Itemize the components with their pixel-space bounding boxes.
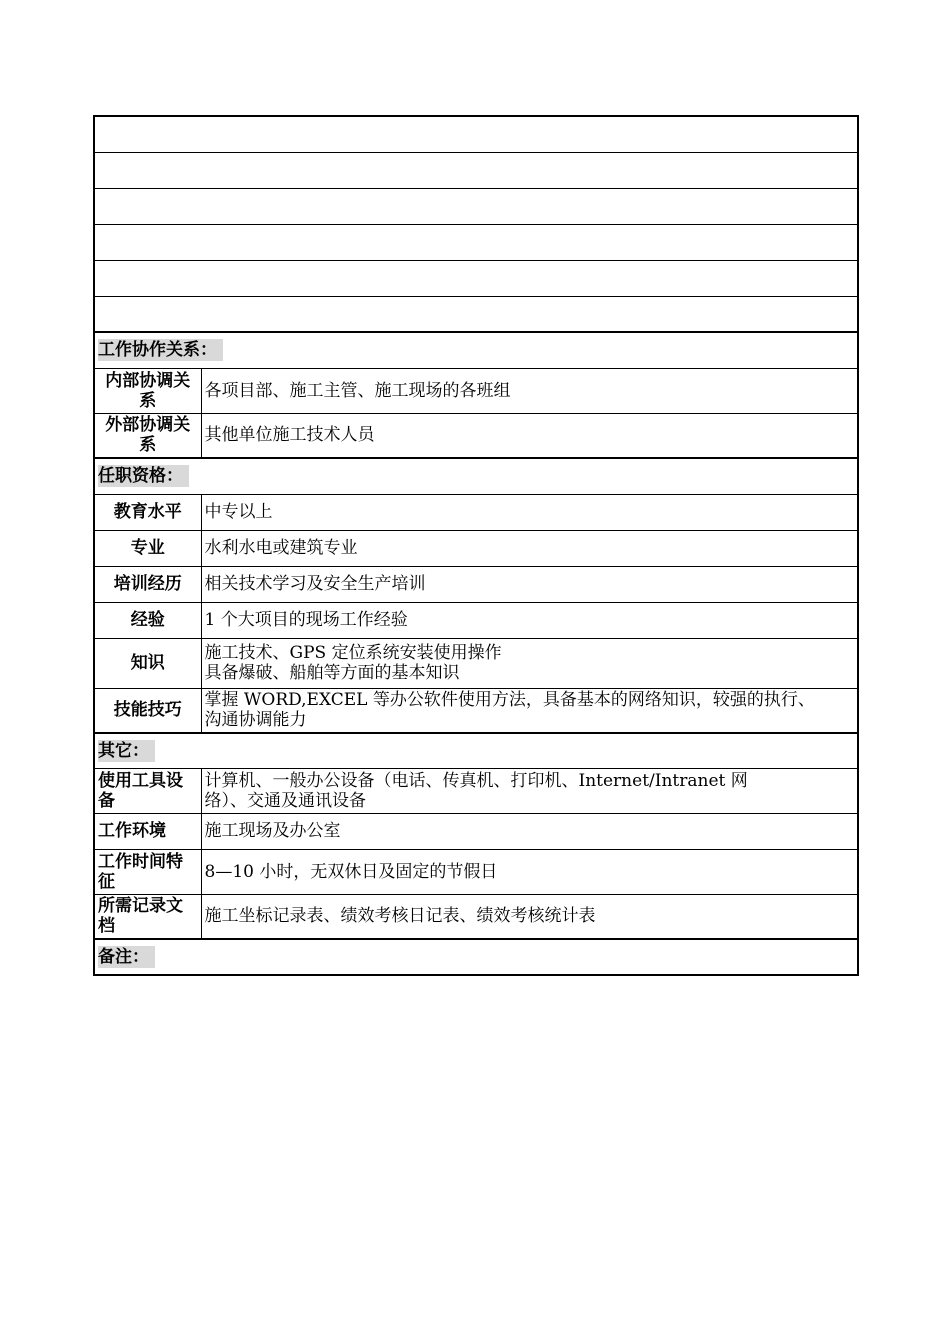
education-row bbox=[94, 494, 858, 530]
blank-row bbox=[94, 296, 858, 332]
environment-label: 工作环境 bbox=[94, 813, 201, 849]
experience-value: 1 个大项目的现场工作经验 bbox=[201, 602, 858, 638]
knowledge-line: 具备爆破、船舶等方面的基本知识 bbox=[204, 663, 460, 683]
records-value: 施工坐标记录表、绩效考核日记表、绩效考核统计表 bbox=[201, 894, 858, 939]
section-title-other: 其它： bbox=[98, 740, 155, 762]
environment-row bbox=[94, 813, 858, 849]
internal-coordination-row bbox=[94, 368, 858, 413]
blank-row bbox=[94, 260, 858, 296]
blank-row bbox=[94, 224, 858, 260]
experience-row bbox=[94, 602, 858, 638]
job-description-table bbox=[93, 115, 859, 976]
major-row bbox=[94, 530, 858, 566]
tools-line: 计算机、一般办公设备（电话、传真机、打印机、Internet/Intranet 网 bbox=[204, 770, 748, 791]
knowledge-value bbox=[201, 638, 858, 688]
skills-row bbox=[94, 688, 858, 733]
environment-value: 施工现场及办公室 bbox=[201, 813, 858, 849]
knowledge-line: 施工技术、GPS 定位系统安装使用操作 bbox=[204, 643, 502, 663]
training-value: 相关技术学习及安全生产培训 bbox=[201, 566, 858, 602]
worktime-row bbox=[94, 849, 858, 894]
blank-row bbox=[94, 152, 858, 188]
section-title-qualifications: 任职资格： bbox=[98, 465, 189, 487]
worktime-value: 8—10 小时，无双休日及固定的节假日 bbox=[201, 849, 858, 894]
worktime-label: 工作时间特征 bbox=[94, 849, 201, 894]
section-title-remarks: 备注： bbox=[98, 946, 155, 968]
education-value: 中专以上 bbox=[201, 494, 858, 530]
internal-coordination-value: 各项目部、施工主管、施工现场的各班组 bbox=[201, 368, 858, 413]
tools-row bbox=[94, 768, 858, 813]
skills-line: 沟通协调能力 bbox=[204, 710, 307, 731]
section-title-cooperation: 工作协作关系： bbox=[98, 339, 223, 361]
skills-label: 技能技巧 bbox=[94, 688, 201, 733]
external-coordination-row bbox=[94, 413, 858, 458]
records-label: 所需记录文档 bbox=[94, 894, 201, 939]
major-value: 水利水电或建筑专业 bbox=[201, 530, 858, 566]
knowledge-label: 知识 bbox=[94, 638, 201, 688]
experience-label: 经验 bbox=[94, 602, 201, 638]
skills-value bbox=[201, 688, 858, 733]
records-row bbox=[94, 894, 858, 939]
tools-line: 络）、交通及通讯设备 bbox=[204, 790, 366, 811]
training-row bbox=[94, 566, 858, 602]
internal-coordination-label: 内部协调关系 bbox=[94, 368, 201, 413]
tools-value bbox=[201, 768, 858, 813]
blank-row bbox=[94, 116, 858, 152]
external-coordination-label: 外部协调关系 bbox=[94, 413, 201, 458]
section-cooperation bbox=[94, 332, 858, 368]
section-remarks bbox=[94, 939, 858, 975]
knowledge-row bbox=[94, 638, 858, 688]
section-other bbox=[94, 733, 858, 768]
external-coordination-value: 其他单位施工技术人员 bbox=[201, 413, 858, 458]
major-label: 专业 bbox=[94, 530, 201, 566]
tools-label: 使用工具设备 bbox=[94, 768, 201, 813]
education-label: 教育水平 bbox=[94, 494, 201, 530]
skills-line: 掌握 WORD,EXCEL 等办公软件使用方法，具备基本的网络知识，较强的执行、 bbox=[204, 690, 815, 711]
blank-row bbox=[94, 188, 858, 224]
training-label: 培训经历 bbox=[94, 566, 201, 602]
section-qualifications bbox=[94, 458, 858, 494]
